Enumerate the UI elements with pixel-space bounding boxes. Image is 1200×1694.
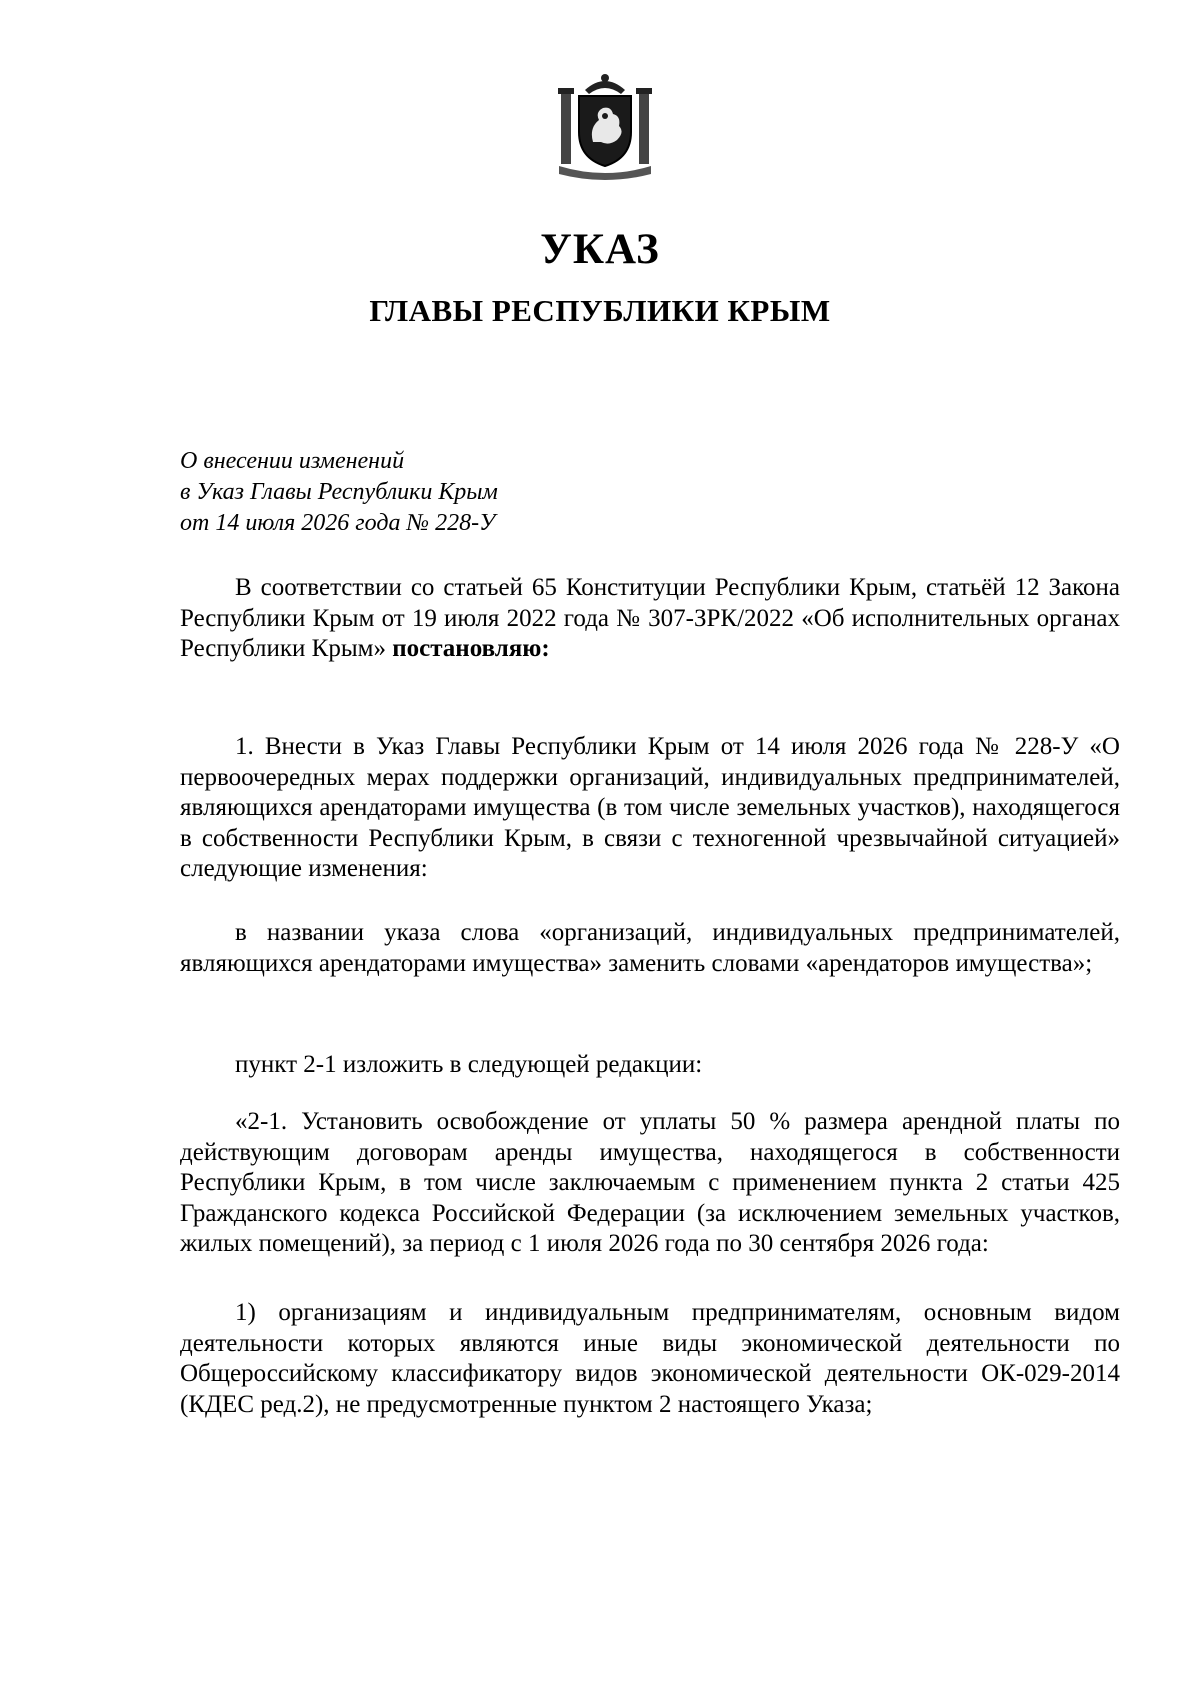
preamble	[180, 573, 1120, 665]
item-1-text: 1. Внести в Указ Главы Республики Крым от 14 июля 2026 года № 228-У «О первоочередных мерах поддержки организаций, индивидуальных предпринимателей, являющихся арендаторами имущества (в том числе земельных участков), находящегося в собственности Республики Крым, в связи с техногенной чрезвычайной ситуацией» следующие изменения:	[180, 733, 1120, 882]
change-title-paragraph	[180, 918, 1120, 979]
caption-line-1: О внесении изменений	[180, 448, 405, 474]
document-caption	[180, 446, 700, 539]
caption-line-2: в Указ Главы Республики Крым	[180, 479, 498, 505]
new-point-text: «2-1. Установить освобождение от уплаты 50 % размера арендной платы по действующим договорам аренды имущества, находящегося в собственности Республики Крым, в том числе заключаемым с применением пункта 2 статьи 425 Гражданского кодекса Российской Федерации (за исключением земельных участков, жилых помещений), за период с 1 июля 2026 года по 30 сентября 2026 года:	[180, 1108, 1120, 1257]
change-point-text: пункт 2-1 изложить в следующей редакции:	[235, 1051, 703, 1078]
preamble-text: В соответствии со статьей 65 Конституции Республики Крым, статьёй 12 Закона Республики Крым от 19 июля 2022 года № 307-ЗРК/2022 «Об исполнительных органах Республики Крым»	[180, 574, 1120, 662]
document-subtitle: ГЛАВЫ РЕСПУБЛИКИ КРЫМ	[369, 293, 831, 328]
document-title: УКАЗ	[540, 226, 660, 273]
subpoint-1-paragraph	[180, 1298, 1120, 1420]
subpoint-1-text: 1) организациям и индивидуальным предпринимателям, основным видом деятельности которых являются иные виды экономической деятельности по Общероссийскому классификатору видов экономической деятельности ОК-029-2014 (КДЕС ред.2), не предусмотренные пунктом 2 настоящего Указа;	[180, 1299, 1120, 1418]
caption-line-3: от 14 июля 2026 года № 228-У	[180, 510, 496, 536]
change-point-paragraph	[180, 1050, 1120, 1081]
change-title-text: в названии указа слова «организаций, индивидуальных предпринимателей, являющихся арендаторами имущества» заменить словами «арендаторов имущества»;	[180, 919, 1120, 977]
item-1	[180, 732, 1120, 885]
crimea-coat-of-arms-icon	[555, 70, 655, 180]
decree-word: постановляю:	[392, 635, 550, 662]
new-point-paragraph	[180, 1107, 1120, 1260]
